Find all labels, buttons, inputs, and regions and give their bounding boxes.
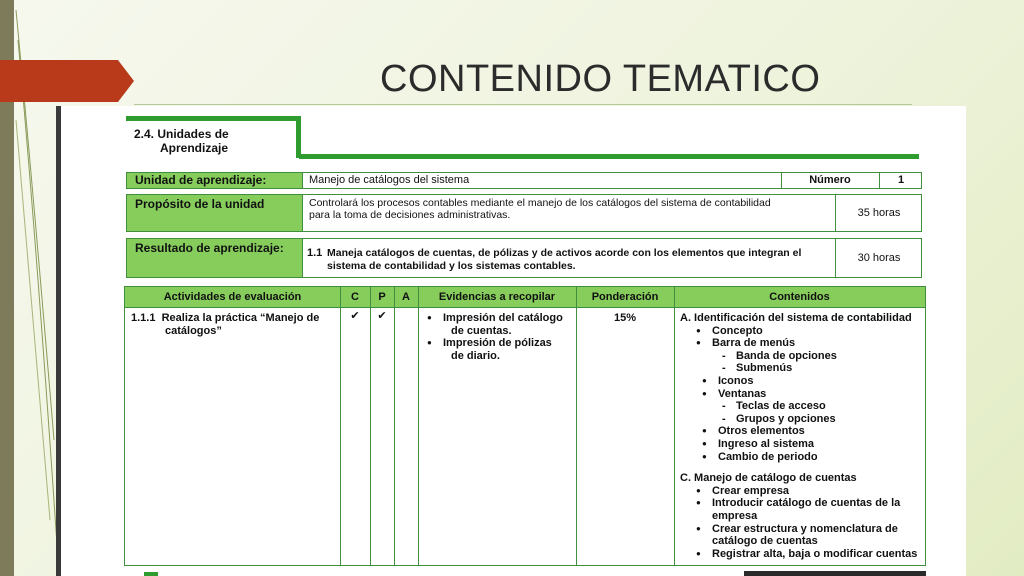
title-rule	[134, 104, 912, 105]
proposito-text-2: para la toma de decisiones administrativas.	[309, 209, 511, 221]
bottom-page-edge	[124, 569, 926, 576]
resultado-hours: 30 horas	[857, 252, 901, 264]
list-item: ● Crear estructura y nomenclatura de	[694, 523, 922, 536]
activity-num: 1.1.1	[131, 312, 156, 324]
section-header-line2: Aprendizaje	[160, 141, 229, 155]
list-item: ● Barra de menús	[694, 337, 922, 350]
evidencias-cell	[425, 312, 573, 362]
resultado-text-2: sistema de contabilidad y los sistemas contables.	[327, 260, 576, 272]
divider	[370, 287, 371, 307]
proposito-row	[126, 194, 922, 232]
divider	[302, 239, 303, 277]
contenidos-c-title: C. Manejo de catálogo de cuentas	[680, 472, 857, 485]
list-item: - Submenús	[680, 362, 922, 375]
resultado-row	[126, 238, 922, 278]
list-item: ● Ingreso al sistema	[700, 438, 922, 451]
th-contenidos: Contenidos	[769, 291, 830, 303]
list-item: ● Concepto	[694, 325, 922, 338]
divider	[394, 308, 395, 565]
divider	[302, 195, 303, 231]
resultado-num: 1.1	[307, 247, 323, 259]
evidencia-1-l2: de cuentas.	[451, 324, 512, 337]
resultado-text-1: Maneja catálogos de cuentas, de pólizas y de activos acorde con los elementos que integran el	[327, 247, 802, 259]
proposito-hours: 35 horas	[857, 207, 901, 219]
list-item-cont: catálogo de cuentas	[712, 535, 818, 548]
activity-cell	[131, 312, 336, 337]
table-header	[124, 286, 926, 308]
unidad-label: Unidad de aprendizaje:	[127, 173, 302, 188]
evidencia-1-l1: Impresión del catálogo	[443, 312, 563, 324]
th-p: P	[378, 291, 386, 303]
divider	[302, 173, 303, 188]
list-item: ● Crear empresa	[694, 485, 922, 498]
th-evidencias: Evidencias a recopilar	[438, 291, 556, 303]
proposito-text-1: Controlará los procesos contables mediante el manejo de los catálogos del sistema de contabilidad	[309, 197, 771, 209]
divider	[340, 308, 341, 565]
list-item: ● Iconos	[700, 375, 922, 388]
th-c: C	[351, 291, 359, 303]
resultado-label: Resultado de aprendizaje:	[127, 239, 302, 277]
list-item: ● Cambio de periodo	[700, 451, 922, 464]
divider	[576, 308, 577, 565]
document-image	[56, 106, 966, 576]
list-item: ● Otros elementos	[700, 425, 922, 438]
table-body	[124, 308, 926, 566]
divider	[340, 287, 341, 307]
th-ponderacion: Ponderación	[591, 291, 659, 303]
divider	[418, 308, 419, 565]
divider	[674, 308, 675, 565]
list-item: ● Registrar alta, baja o modificar cuentas	[694, 548, 922, 561]
evidencia-2-l2: de diario.	[451, 349, 500, 362]
contenidos-cell	[680, 312, 922, 560]
divider	[394, 287, 395, 307]
divider	[674, 287, 675, 307]
evidencia-2-l1: Impresión de pólizas	[443, 337, 552, 350]
th-actividades: Actividades de evaluación	[163, 291, 302, 303]
unidad-value: Manejo de catálogos del sistema	[309, 174, 470, 186]
unidad-row	[126, 172, 922, 189]
proposito-label: Propósito de la unidad	[127, 195, 302, 231]
list-item: ● Ventanas	[700, 388, 922, 401]
contenidos-a-title: A. Identificación del sistema de contabilidad	[680, 312, 912, 324]
activity-text-1: Realiza la práctica “Manejo de	[161, 312, 320, 324]
numero-value: 1	[897, 174, 905, 186]
section-header-line1: 2.4. Unidades de	[134, 127, 229, 141]
divider	[576, 287, 577, 307]
section-rule	[299, 154, 919, 159]
list-item: ● Introducir catálogo de cuentas de la	[694, 497, 922, 510]
list-item: - Banda de opciones	[680, 350, 922, 363]
list-item: - Teclas de acceso	[680, 400, 922, 413]
slide-title: CONTENIDO TEMATICO	[380, 58, 821, 100]
divider	[370, 308, 371, 565]
ponderacion-value: 15%	[613, 312, 637, 324]
activity-text-2: catálogos”	[165, 324, 222, 337]
list-item	[425, 312, 573, 325]
list-item-cont: empresa	[712, 509, 758, 522]
title-accent-tab	[0, 60, 134, 102]
th-a: A	[402, 291, 410, 303]
numero-label: Número	[809, 174, 851, 186]
check-c: ✔	[350, 310, 360, 322]
list-item: - Grupos y opciones	[680, 413, 922, 426]
check-p: ✔	[377, 310, 387, 322]
divider	[418, 287, 419, 307]
section-header	[126, 116, 301, 158]
list-item	[425, 337, 573, 350]
